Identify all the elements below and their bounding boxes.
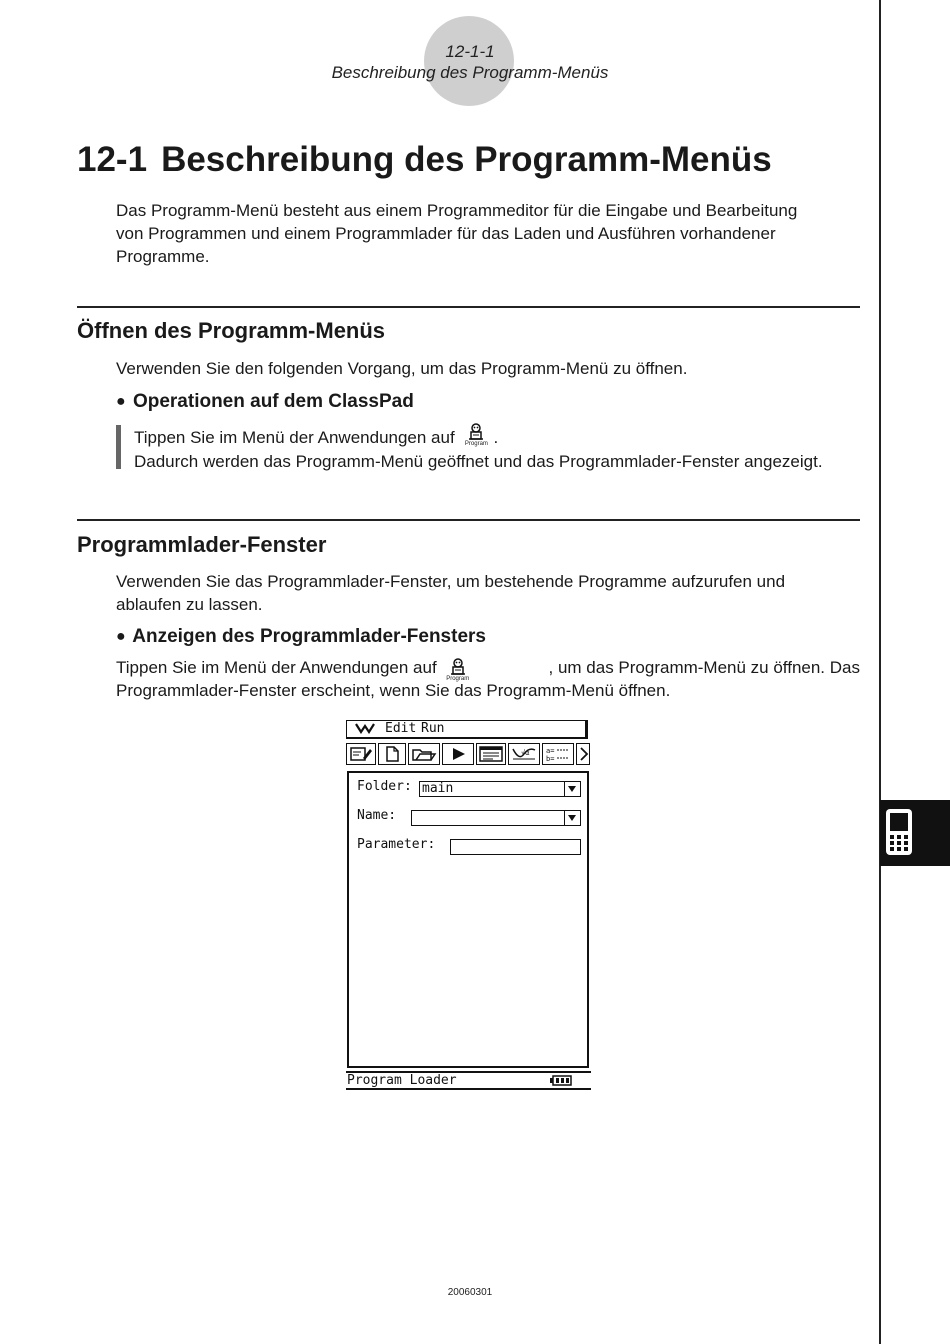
- intro-paragraph: [116, 199, 860, 268]
- status-text: Program Loader: [347, 1073, 457, 1088]
- loader-text-line: ablaufen zu lassen.: [116, 595, 263, 614]
- instr-before: Tippen Sie im Menü der Anwendungen auf: [116, 658, 437, 677]
- section-open-text: Verwenden Sie den folgenden Vorgang, um das Programm-Menü zu öffnen.: [116, 359, 688, 378]
- loader-panel: [347, 771, 589, 1068]
- menu-run[interactable]: Run: [421, 721, 445, 736]
- bullet-heading-operations: ● Operationen auf dem ClassPad: [116, 391, 414, 412]
- svg-text:√α: √α: [521, 749, 530, 757]
- step-1: [134, 423, 498, 449]
- step-1-text: Tippen Sie im Menü der Anwendungen auf: [134, 428, 455, 447]
- intro-line: von Programmen und einem Programmlader für das Laden und Ausführen vorhandener: [116, 224, 776, 243]
- program-icon-label: Program: [464, 441, 488, 447]
- edit-icon[interactable]: [346, 743, 376, 765]
- calculator-icon: [884, 808, 914, 856]
- bullet-heading-text: Operationen auf dem ClassPad: [132, 391, 414, 412]
- bullet-heading-text: Anzeigen des Programmlader-Fensters: [132, 626, 486, 647]
- instr-after: , um das Programm-Menü zu öffnen. Das: [548, 658, 860, 677]
- menu-edit[interactable]: Edit: [385, 721, 417, 736]
- step-marker-bar: [116, 425, 121, 469]
- step-1-end: .: [493, 428, 499, 447]
- page-edge-line: [879, 0, 881, 1344]
- folder-label: Folder:: [357, 779, 412, 794]
- graph-window-icon[interactable]: [508, 743, 540, 765]
- parameter-label: Parameter:: [357, 837, 436, 852]
- open-folder-icon[interactable]: [408, 743, 440, 765]
- classpad-screen: [346, 720, 591, 1090]
- chapter-number: 12-1: [77, 140, 148, 179]
- program-icon-label: Program: [446, 676, 470, 682]
- loader-instruction-line2: Programmlader-Fenster erscheint, wenn Sie das Programm-Menü öffnen.: [116, 681, 671, 700]
- footer-code: 20060301: [447, 1287, 493, 1298]
- name-select[interactable]: [411, 810, 581, 826]
- section-rule: [77, 306, 860, 308]
- text-window-icon[interactable]: [476, 743, 506, 765]
- folder-value: main: [422, 781, 454, 796]
- run-icon[interactable]: [442, 743, 474, 765]
- menu-chevron-icon[interactable]: [355, 722, 375, 734]
- section-heading-open: Öffnen des Programm-Menüs: [77, 318, 386, 343]
- toolbar: [346, 743, 591, 767]
- chapter-title: [77, 140, 772, 180]
- program-icon: [468, 423, 484, 441]
- svg-text:b=: b=: [546, 755, 555, 762]
- name-label: Name:: [357, 808, 397, 823]
- more-icon[interactable]: [576, 743, 590, 765]
- svg-text:a=: a=: [546, 747, 555, 755]
- name-dropdown-arrow-icon[interactable]: [564, 811, 580, 825]
- program-icon: [450, 658, 466, 676]
- bullet-heading-display: ● Anzeigen des Programmlader-Fensters: [116, 626, 486, 647]
- intro-line: Programme.: [116, 247, 210, 266]
- list-icon[interactable]: [542, 743, 574, 765]
- section-loader-text: [116, 570, 860, 616]
- status-bar: [346, 1071, 591, 1090]
- folder-select[interactable]: [419, 781, 581, 797]
- menu-bar: [346, 720, 588, 739]
- section-heading-loader: Programmlader-Fenster: [77, 532, 327, 557]
- step-2: Dadurch werden das Programm-Menü geöffnet und das Programmlader-Fenster angezeigt.: [134, 452, 823, 471]
- new-file-icon[interactable]: [378, 743, 406, 765]
- program-app-icon[interactable]: [459, 423, 493, 449]
- section-rule: [77, 519, 860, 521]
- folder-dropdown-arrow-icon[interactable]: [564, 782, 580, 796]
- chapter-side-tab: [880, 800, 950, 866]
- chapter-title-text: Beschreibung des Programm-Menüs: [161, 140, 772, 179]
- header-section-number: 12-1-1: [445, 42, 495, 61]
- parameter-input[interactable]: [450, 839, 581, 855]
- battery-icon: [550, 1075, 572, 1086]
- intro-line: Das Programm-Menü besteht aus einem Programmeditor für die Eingabe und Bearbeitung: [116, 201, 798, 220]
- header-section-title: Beschreibung des Programm-Menüs: [331, 63, 609, 82]
- loader-text-line: Verwenden Sie das Programmlader-Fenster, um bestehende Programme aufzurufen und: [116, 572, 786, 591]
